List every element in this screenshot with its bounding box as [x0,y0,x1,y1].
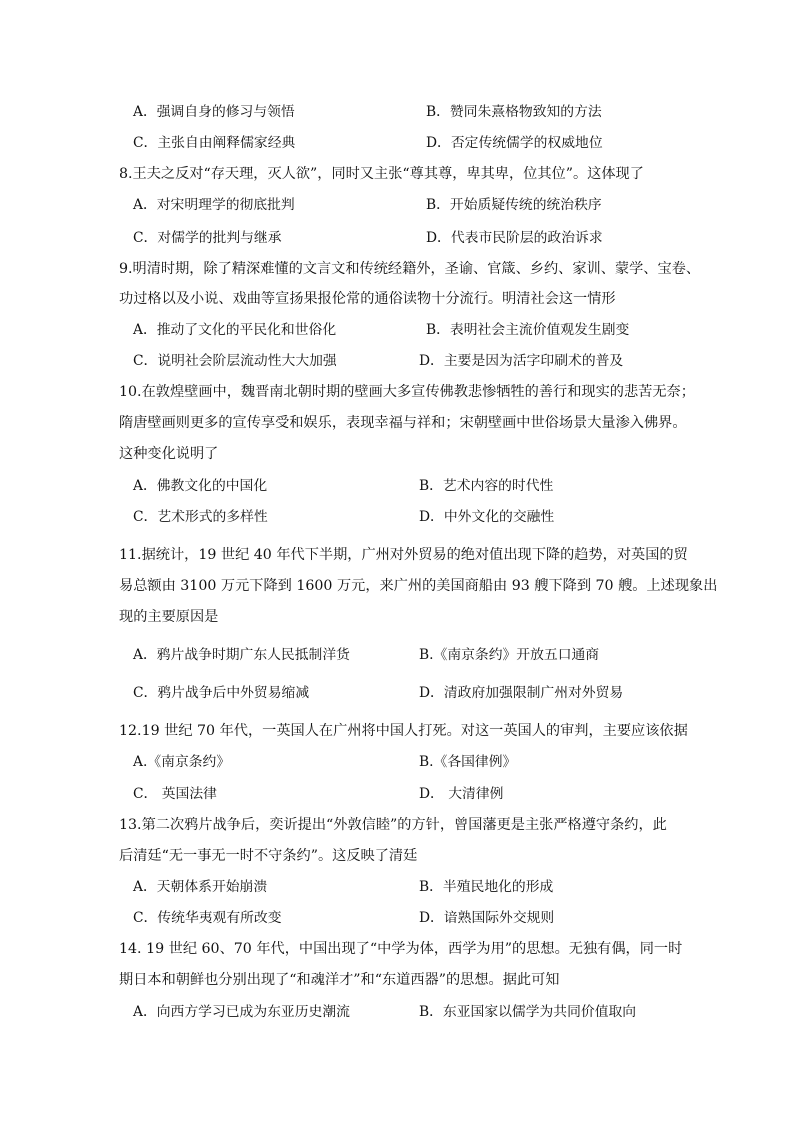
q10-option-b: B．艺术内容的时代性 [419,478,554,494]
q11-option-b: B.《南京条约》开放五口通商 [419,647,600,663]
q12-option-d: D． 大清律例 [419,786,504,802]
q10-stem-line-3: 这种变化说明了 [119,446,219,462]
q14-stem-line-2: 期日本和朝鲜也分别出现了“和魂洋才”和“东道西器”的思想。据此可知 [119,972,560,988]
q10-option-a: A．佛教文化的中国化 [133,478,268,494]
q8-option-a: A．对宋明理学的彻底批判 [133,197,295,213]
q8-option-c: C．对儒学的批判与继承 [133,230,282,246]
q13-option-a: A．天朝体系开始崩溃 [133,879,268,895]
q14-option-b: B．东亚国家以儒学为共同价值取向 [419,1004,637,1020]
q11-option-d: D．清政府加强限制广州对外贸易 [419,685,624,701]
q9-option-b: B．表明社会主流价值观发生剧变 [426,322,630,338]
q8-option-d: D．代表市民阶层的政治诉求 [426,230,603,246]
q9-stem-line-2: 功过格以及小说、戏曲等宣扬果报伦常的通俗读物十分流行。明清社会这一情形 [119,291,616,307]
q14-stem-line-1: 14. 19 世纪 60、70 年代，中国出现了“中学为体，西学为用”的思想。无独有偶，同一时 [119,941,683,957]
q12-option-c: C． 英国法律 [133,786,217,802]
q9-stem-line-1: 9.明清时期，除了精深难懂的文言文和传统经籍外，圣谕、官箴、乡约、家训、蒙学、宝卷、 [119,261,701,277]
q13-option-d: D．谙熟国际外交规则 [419,910,555,926]
q9-option-c: C．说明社会阶层流动性大大加强 [133,353,337,369]
q13-stem-line-2: 后清廷“无一事无一时不守条约”。这反映了清廷 [119,848,418,864]
q11-stem-line-1: 11.据统计，19 世纪 40 年代下半期，广州对外贸易的绝对值出现下降的趋势，对英国的贸 [119,547,688,563]
q7-option-d: D．否定传统儒学的权威地位 [426,135,603,151]
q9-option-d: D．主要是因为活字印刷术的普及 [419,353,624,369]
q7-option-a: A．强调自身的修习与领悟 [133,104,295,120]
q12-stem: 12.19 世纪 70 年代，一英国人在广州将中国人打死。对这一英国人的审判，主要应该依据 [119,723,688,739]
q10-stem-line-1: 10.在敦煌壁画中，魏晋南北朝时期的壁画大多宣传佛教悲惨牺牲的善行和现实的悲苦无奈； [119,384,695,400]
q13-option-c: C．传统华夷观有所改变 [133,910,282,926]
q11-option-c: C．鸦片战争后中外贸易缩减 [133,685,310,701]
q11-stem-line-3: 现的主要原因是 [119,609,219,625]
q10-option-c: C．艺术形式的多样性 [133,509,268,525]
q13-option-b: B．半殖民地化的形成 [419,879,554,895]
q8-stem: 8.王夫之反对“存天理，灭人欲”，同时又主张“尊其尊，卑其卑，位其位”。这体现了 [119,166,644,182]
q13-stem-line-1: 13.第二次鸦片战争后，奕䜣提出“外敦信睦”的方针，曾国藩更是主张严格遵守条约，此 [119,817,667,833]
q11-option-a: A．鸦片战争时期广东人民抵制洋货 [133,647,350,663]
q8-option-b: B．开始质疑传统的统治秩序 [426,197,602,213]
q14-option-a: A．向西方学习已成为东亚历史潮流 [133,1004,350,1020]
q7-option-b: B．赞同朱熹格物致知的方法 [426,104,602,120]
q10-option-d: D．中外文化的交融性 [419,509,555,525]
q12-option-a: A.《南京条约》 [133,754,231,770]
q10-stem-line-2: 隋唐壁画则更多的宣传享受和娱乐，表现幸福与祥和；宋朝壁画中世俗场景大量渗入佛界。 [119,415,687,431]
q11-stem-line-2: 易总额由 3100 万元下降到 1600 万元，来广州的美国商船由 93 艘下降到 70 艘。上述现象出 [119,578,718,594]
q12-option-b: B.《各国律例》 [419,754,517,770]
q7-option-c: C．主张自由阐释儒家经典 [133,135,296,151]
q9-option-a: A．推动了文化的平民化和世俗化 [133,322,337,338]
